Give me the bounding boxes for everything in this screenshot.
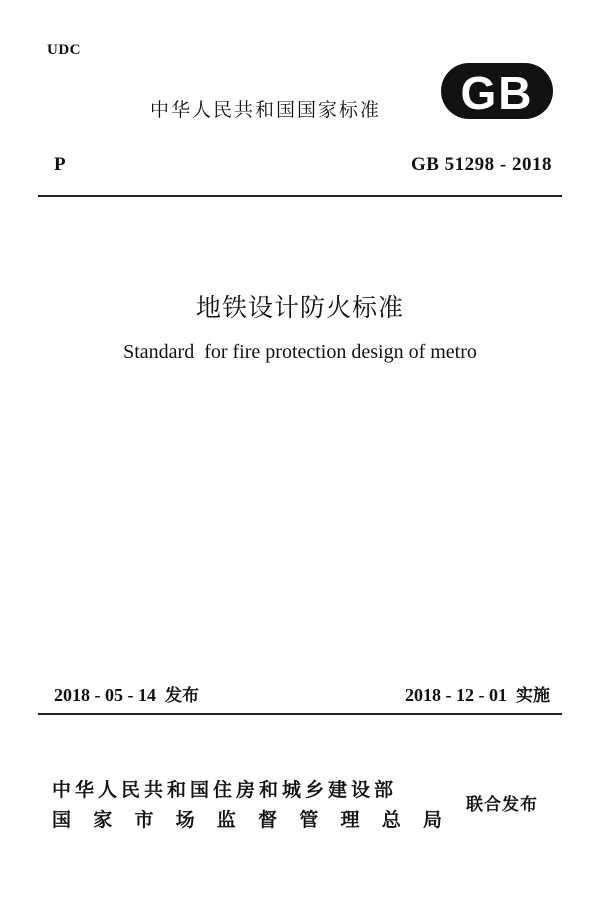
issue-label: 发布 [165, 686, 199, 706]
gb-logo [440, 62, 554, 120]
standard-number: GB 51298 - 2018 [410, 154, 552, 175]
gb-logo-text: GB [460, 67, 534, 119]
issue-date-line [54, 681, 199, 706]
classification-code: P [54, 154, 66, 175]
implement-date: 2018 - 12 - 01 [405, 685, 507, 705]
publisher-1: 中华人民共和国住房和城乡建设部 [52, 779, 398, 801]
title-english: Standard for fire protection design of metro [123, 341, 477, 363]
title-chinese: 地铁设计防火标准 [195, 293, 404, 322]
udc-label: UDC [47, 42, 81, 58]
implement-label: 实施 [516, 686, 550, 706]
footer-divider [38, 713, 562, 715]
national-standard-heading: 中华人民共和国国家标准 [150, 99, 382, 121]
joint-publish-label: 联合发布 [466, 795, 538, 815]
issue-date: 2018 - 05 - 14 [54, 685, 156, 705]
header-divider [38, 195, 562, 197]
implement-date-line [405, 681, 550, 706]
publisher-2: 国 家 市 场 监 督 管 理 总 局 [52, 809, 442, 831]
